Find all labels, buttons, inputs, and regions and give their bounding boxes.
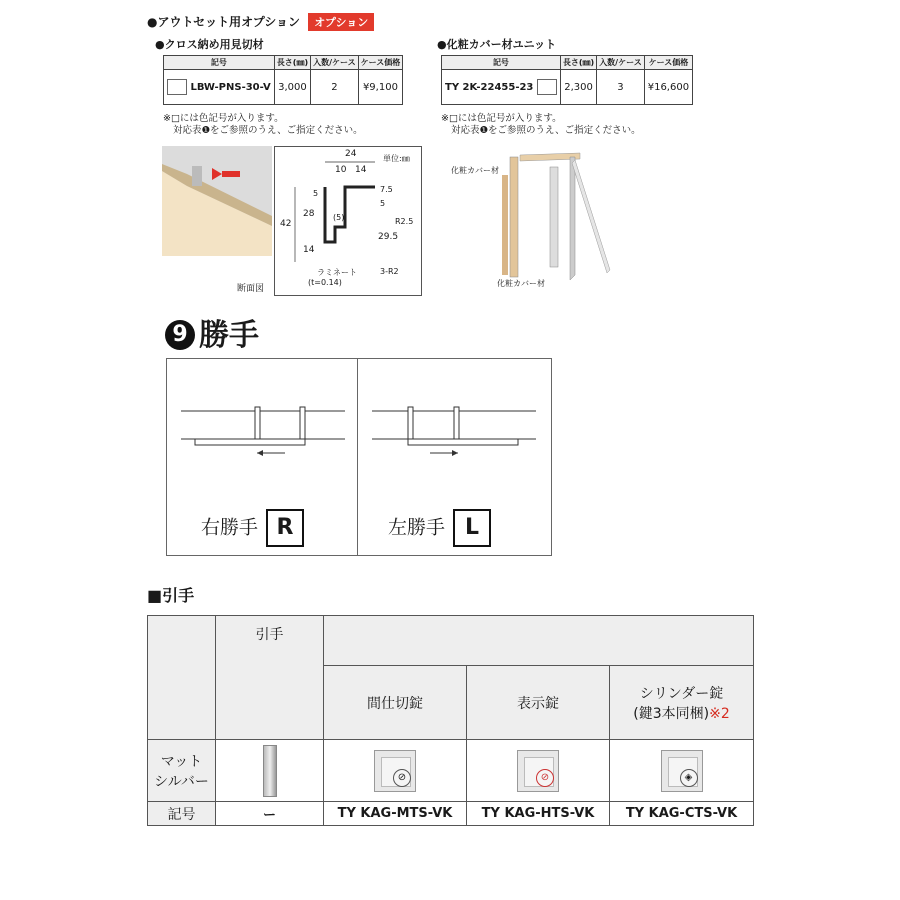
right-hand-label: 右勝手 R <box>201 509 304 547</box>
right-hand-diagram <box>167 359 358 489</box>
length-cell: 2,300 <box>560 70 596 105</box>
left-hand-letter: L <box>453 509 491 547</box>
cross-trim-table <box>163 55 403 105</box>
cross-section-label: 断面図 <box>237 284 265 294</box>
lock-col-partition: 間仕切錠 <box>324 666 467 740</box>
col-price: ケース価格 <box>644 56 692 70</box>
left-hand-diagram <box>358 359 551 489</box>
indicator-lock-image <box>467 740 610 802</box>
length-cell: 3,000 <box>274 70 310 105</box>
lock-col-cylinder: シリンダー錠 (鍵3本同梱)※2 <box>610 666 754 740</box>
col-price: ケース価格 <box>358 56 403 70</box>
color-swatch <box>167 79 187 95</box>
cover-label-top: 化粧カバー材 <box>451 166 499 175</box>
right-hand-panel <box>166 358 359 556</box>
color-swatch <box>537 79 557 95</box>
left-hand-panel <box>357 358 552 556</box>
laminate-label: ラミネート <box>317 268 357 277</box>
code-cell: LBW-PNS-30-V <box>164 70 275 105</box>
cross-section-drawing <box>274 146 422 296</box>
number-badge: 9 <box>165 320 195 350</box>
price-cell: ¥9,100 <box>358 70 403 105</box>
options-title: ●アウトセット用オプション <box>147 15 301 29</box>
col-qty: 入数/ケース <box>311 56 359 70</box>
dim-r2-5: R2.5 <box>395 217 414 226</box>
dim-28: 28 <box>303 209 315 219</box>
cover-label-bottom: 化粧カバー材 <box>497 279 545 288</box>
pull-header: 引手 <box>216 616 324 740</box>
col-length: 長さ(㎜) <box>274 56 310 70</box>
dim-14a: 14 <box>355 165 367 175</box>
thickness-label: (t=0.14) <box>308 278 342 287</box>
lock-col-indicator: 表示錠 <box>467 666 610 740</box>
finish-label: マット シルバー <box>148 740 216 802</box>
dim-7-5: 7.5 <box>380 185 393 194</box>
right-hand-letter: R <box>266 509 304 547</box>
partition-code: TY KAG-MTS-VK <box>324 802 467 826</box>
pull-table <box>147 615 754 826</box>
indicator-code: TY KAG-HTS-VK <box>467 802 610 826</box>
dim-3-r2: 3-R2 <box>380 267 399 276</box>
pull-code: ー <box>216 802 324 826</box>
col-code: 記号 <box>164 56 275 70</box>
cover-unit-note: ※□には色記号が入ります。 対応表❶をご参照のうえ、ご指定ください。 <box>441 113 641 136</box>
col-length: 長さ(㎜) <box>560 56 596 70</box>
pull-section-title: ■引手 <box>147 586 195 605</box>
dim-29-5: 29.5 <box>378 232 399 242</box>
partition-lock-icon: ⊘ <box>374 750 416 792</box>
code-label: 記号 <box>148 802 216 826</box>
dim-42: 42 <box>280 219 292 229</box>
lock-group-header <box>324 616 754 666</box>
cylinder-code: TY KAG-CTS-VK <box>610 802 754 826</box>
qty-cell: 2 <box>311 70 359 105</box>
cover-unit-heading: ●化粧カバー材ユニット <box>437 38 557 51</box>
col-code: 記号 <box>442 56 561 70</box>
handedness-heading: 9 勝手 <box>165 310 259 354</box>
pull-image-cell <box>216 740 324 802</box>
qty-cell: 3 <box>597 70 645 105</box>
col-qty: 入数/ケース <box>597 56 645 70</box>
options-header <box>147 13 374 31</box>
cylinder-lock-image <box>610 740 754 802</box>
partition-lock-image <box>324 740 467 802</box>
left-hand-label: 左勝手 L <box>388 509 491 547</box>
table-row <box>164 70 403 105</box>
dim-5a: 5 <box>313 189 319 198</box>
option-badge: オプション <box>308 13 374 31</box>
dim-14b: 14 <box>303 245 315 255</box>
dim-5b: (5) <box>333 213 345 222</box>
pull-handle-icon <box>263 745 277 797</box>
trim-illustration <box>162 146 272 256</box>
cover-unit-table <box>441 55 693 105</box>
corner-cell <box>148 616 216 740</box>
dim-5c: 5 <box>380 199 386 208</box>
dim-10: 10 <box>335 165 347 175</box>
price-cell: ¥16,600 <box>644 70 692 105</box>
unit-label: 単位:㎜ <box>383 154 410 163</box>
dim-24: 24 <box>345 149 357 159</box>
code-cell: TY 2K-22455-23 <box>442 70 561 105</box>
cross-trim-note: ※□には色記号が入ります。 対応表❶をご参照のうえ、ご指定ください。 <box>163 113 363 136</box>
table-row <box>442 70 693 105</box>
cylinder-lock-icon: ◈ <box>661 750 703 792</box>
indicator-lock-icon: ⊘ <box>517 750 559 792</box>
cross-trim-heading: ●クロス納め用見切材 <box>155 38 264 51</box>
